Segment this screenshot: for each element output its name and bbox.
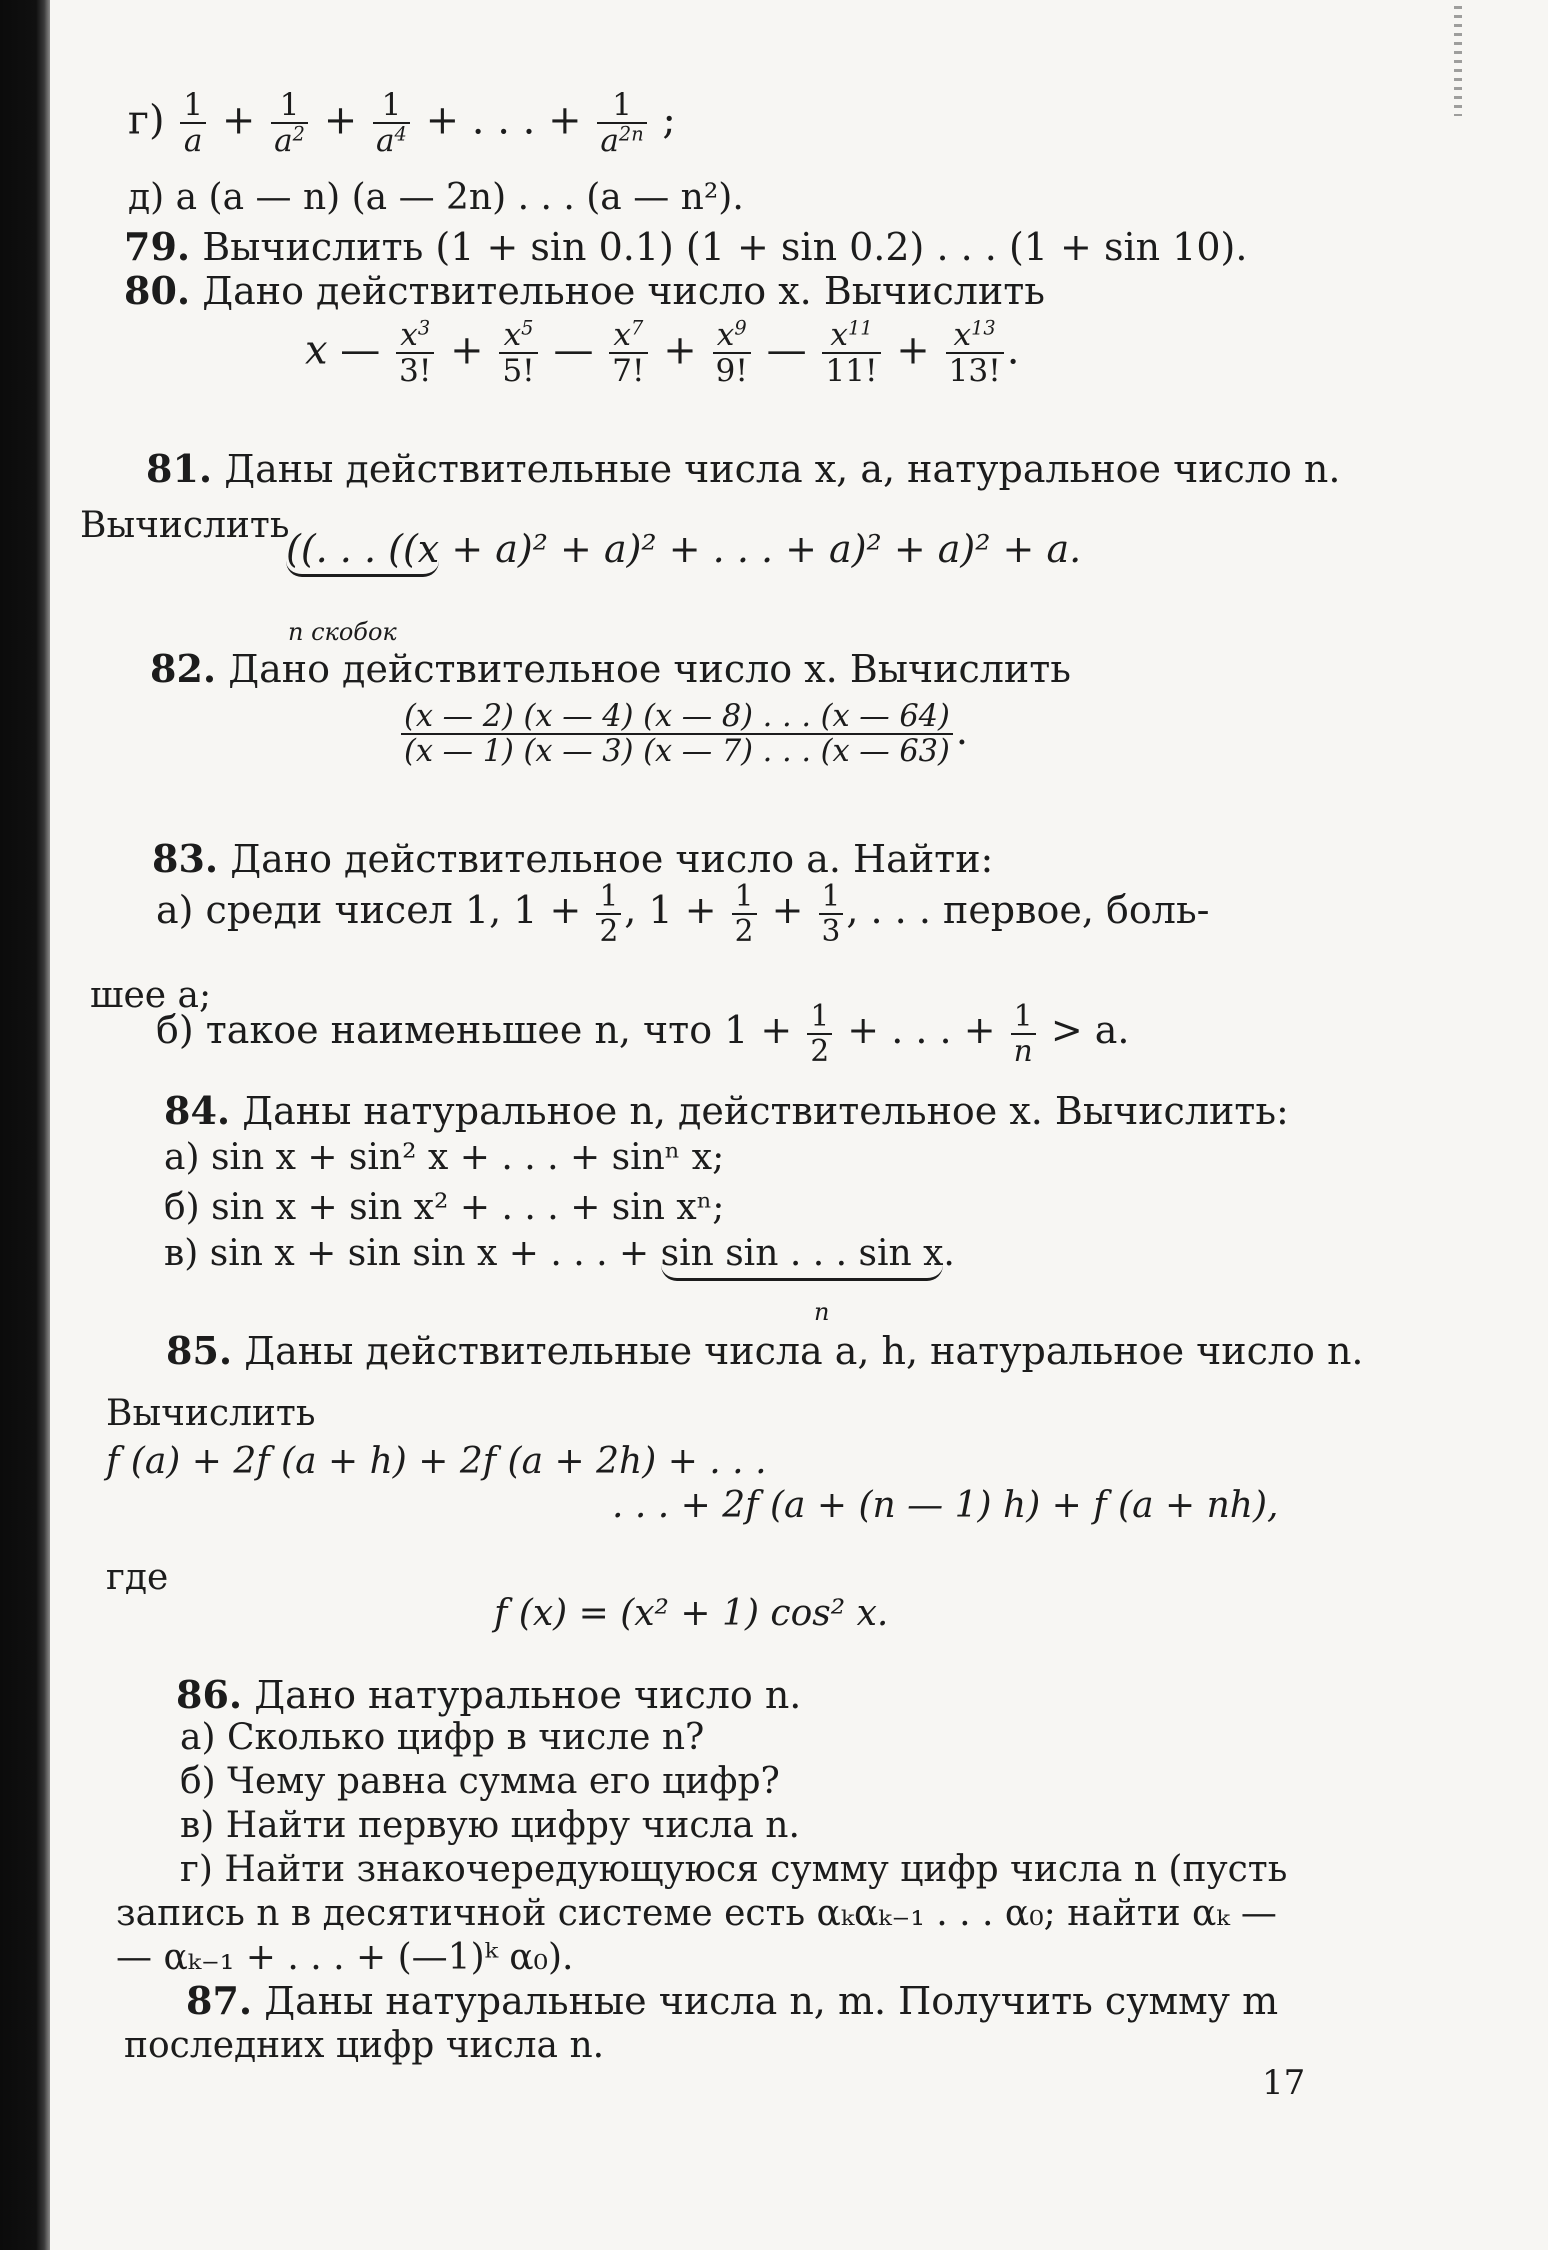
problem-83b — [156, 1000, 1129, 1067]
item-d-line: д) a (a — n) (a — 2n) . . . (a — n²). — [128, 177, 744, 218]
problem-81-number: 81. — [146, 446, 213, 491]
problem-79-text: Вычислить (1 + sin 0.1) (1 + sin 0.2) . . . (1 + sin 10). — [202, 225, 1248, 269]
problem-79-number: 79. — [124, 224, 191, 269]
problem-79 — [124, 224, 1248, 269]
problem-84b: б) sin x + sin x² + . . . + sin xⁿ; — [164, 1187, 725, 1228]
problem-84a: а) sin x + sin² x + . . . + sinⁿ x; — [164, 1137, 725, 1178]
problem-85-number: 85. — [166, 1328, 233, 1373]
problem-81-text: Даны действительные числа x, a, натуральное число n. — [224, 447, 1341, 491]
problem-84 — [164, 1088, 1289, 1133]
problem-84-number: 84. — [164, 1088, 231, 1133]
item-g-dots: + . . . + — [425, 97, 582, 144]
problem-87-cont: последних цифр числа n. — [124, 2025, 605, 2066]
problem-83b-mid: + . . . + — [847, 1008, 996, 1053]
problem-86d-cont1: запись n в десятичной системе есть αₖαₖ₋₁ . . . α₀; найти αₖ — — [116, 1893, 1277, 1934]
frac-1-a2n: $\frac{1}{a^{2n}}$ — [597, 88, 646, 159]
frac-1-n: $\frac{1}{n}$ — [1011, 1000, 1036, 1067]
frac-1-3: $\frac{1}{3}$ — [819, 880, 844, 947]
problem-83a: а) среди чисел 1, 1 + $\frac{1}{2}$ , 1 + $\frac{1}{2}$ + $\frac{1}{3}$ , . . . первое, боль- — [156, 878, 1210, 948]
problem-83b-end: > a. — [1050, 1008, 1130, 1053]
frac-1-a: $\frac{1}{a}$ — [180, 88, 206, 159]
problem-83-number: 83. — [152, 836, 219, 881]
problem-87-number: 87. — [186, 1978, 253, 2023]
brace-label-n-brackets: n скобок — [288, 618, 397, 646]
edge-marks — [1454, 6, 1462, 116]
frac-denominator: (x — 1) (x — 3) (x — 7) . . . (x — 63) — [401, 733, 953, 768]
problem-82-text: Дано действительное число x. Вычислить — [228, 647, 1071, 691]
problem-80-text: Дано действительное число x. Вычислить — [202, 269, 1045, 313]
problem-83-text: Дано действительное число a. Найти: — [230, 837, 994, 881]
problem-85-text: Даны действительные числа a, h, натуральное число n. — [244, 1329, 1364, 1373]
problem-86a: а) Сколько цифр в числе n? — [180, 1717, 705, 1758]
item-g-line: г) $\frac{1}{a}$ + $\frac{1}{a^2}$ + $\frac{1}{a^4}$ + . . . + $\frac{1}{a^{2n}}$ ; — [128, 87, 676, 160]
frac-x3: $\frac{x^3}{3!}$ — [396, 318, 434, 389]
problem-86d: г) Найти знакочередующуюся сумму цифр числа n (пусть — [180, 1849, 1288, 1890]
problem-82 — [150, 646, 1071, 691]
problem-86c: в) Найти первую цифру числа n. — [180, 1805, 800, 1846]
frac-1-2: $\frac{1}{2}$ — [596, 880, 621, 947]
problem-84c-start: в) sin x + sin sin x + . . . + — [164, 1233, 650, 1274]
problem-83a-end: , . . . первое, боль- — [846, 888, 1210, 933]
formula-taylor-sin: x — $\frac{x^3}{3!}$ + $\frac{x^5}{5!}$ — $\frac{x^7}{7!}$ + $\frac{x^9}{9!}$ — $\frac{x^{11}}{11!}$ + $\frac{x^{13}}{13!}$ . — [305, 316, 1020, 390]
problem-83b-start: б) такое наименьшее n, что 1 + — [156, 1008, 793, 1053]
frac-product-ratio — [401, 700, 953, 769]
problem-81-cont: Вычислить — [80, 505, 290, 546]
problem-83 — [152, 836, 994, 881]
page-number: 17 — [1262, 2063, 1306, 2103]
frac-1-a4: $\frac{1}{a^4}$ — [373, 88, 410, 159]
problem-86b: б) Чему равна сумма его цифр? — [180, 1761, 780, 1802]
problem-83a-cont: шее a; — [90, 975, 212, 1016]
problem-85-cont: Вычислить — [106, 1393, 316, 1434]
problem-85-formula-f: f (x) = (x² + 1) cos² x. — [494, 1593, 889, 1634]
frac-x7: $\frac{x^7}{7!}$ — [609, 318, 647, 389]
frac-1-2b: $\frac{1}{2}$ — [732, 880, 757, 947]
problem-83a-start: а) среди чисел 1, 1 + — [156, 888, 582, 933]
problem-84-text: Даны натуральное n, действительное x. Вычислить: — [242, 1089, 1289, 1133]
problem-84c-end: . — [943, 1233, 955, 1274]
problem-85-where: где — [106, 1557, 169, 1598]
problem-81-formula — [286, 527, 1082, 577]
frac-x13: $\frac{x^{13}}{13!}$ — [946, 318, 1004, 389]
problem-86-text: Дано натуральное число n. — [254, 1673, 802, 1717]
problem-82-formula: $\frac{(x — 2) (x — 4) (x — 8) . . . (x — 64)}{(x — 1) (x — 3) (x — 7) . . . (x — 63)}$ . — [398, 700, 968, 769]
problem-87-text: Даны натуральные числа n, m. Получить сумму m — [264, 1979, 1279, 2023]
brace-sin-sin: sin sin . . . sin x — [661, 1236, 944, 1281]
frac-1-2c: $\frac{1}{2}$ — [807, 1000, 832, 1067]
problem-82-number: 82. — [150, 646, 217, 691]
brace-label-n: n — [814, 1298, 830, 1326]
brace-nested-parens: ((. . . ((x — [286, 530, 439, 577]
problem-87 — [186, 1978, 1279, 2023]
problem-86 — [176, 1672, 802, 1717]
frac-1-a2: $\frac{1}{a^2}$ — [271, 88, 308, 159]
frac-numerator: (x — 2) (x — 4) (x — 8) . . . (x — 64) — [404, 699, 950, 734]
problem-86d-cont2: — αₖ₋₁ + . . . + (—1)ᵏ α₀). — [116, 1937, 574, 1978]
book-binding-shadow — [0, 0, 50, 2250]
problem-80-number: 80. — [124, 268, 191, 313]
problem-85 — [166, 1328, 1364, 1373]
frac-x9: $\frac{x^9}{9!}$ — [713, 318, 751, 389]
problem-85-formula-line1: f (a) + 2f (a + h) + 2f (a + 2h) + . . . — [106, 1441, 767, 1482]
item-g-label: г) — [128, 97, 165, 144]
frac-x5: $\frac{x^5}{5!}$ — [499, 318, 537, 389]
problem-85-formula-line2: . . . + 2f (a + (n — 1) h) + f (a + nh), — [612, 1485, 1279, 1526]
problem-81-formula-tail: + a)² + a)² + . . . + a)² + a)² + a. — [451, 527, 1082, 571]
problem-86-number: 86. — [176, 1672, 243, 1717]
problem-81 — [146, 446, 1341, 491]
problem-84c — [164, 1233, 955, 1281]
problem-80 — [124, 268, 1045, 313]
frac-x11: $\frac{x^{11}}{11!}$ — [822, 318, 880, 389]
